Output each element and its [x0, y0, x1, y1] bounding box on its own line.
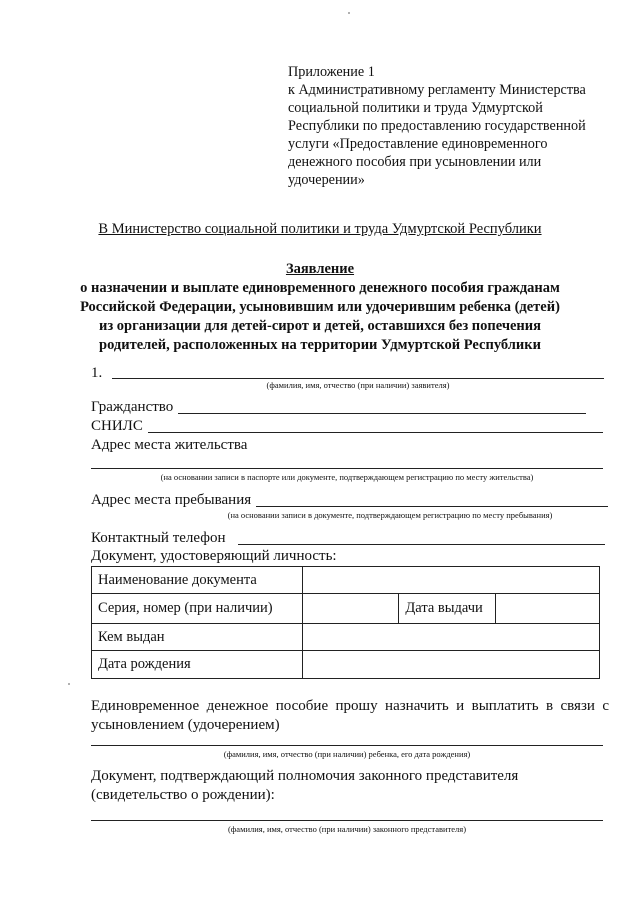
residence-label: Адрес места жительства [91, 437, 248, 453]
annex-line: социальной политики и труда Удмуртской [288, 100, 543, 116]
ministry-addressee [0, 221, 640, 238]
subtitle-line: родителей, расположенных на территории Удмуртской Республики [99, 337, 541, 353]
ministry-text: В Министерство социальной политики и труда Удмуртской Республики [98, 221, 542, 237]
table-row [92, 594, 600, 624]
residence-caption: (на основании записи в паспорте или документе, подтверждающем регистрацию по месту жительства) [160, 472, 534, 482]
series-number-label: Серия, номер (при наличии) [92, 594, 303, 624]
citizenship-field[interactable] [178, 413, 586, 414]
stay-label: Адрес места пребывания [91, 492, 252, 508]
stay-field[interactable] [256, 506, 608, 507]
issue-date-cell[interactable] [496, 594, 600, 624]
document-title [0, 260, 640, 279]
annex-line: услуги «Предоставление единовременного [288, 136, 548, 152]
phone-label: Контактный телефон [91, 530, 226, 546]
child-caption: (фамилия, имя, отчество (при наличии) ребенка, его дата рождения) [223, 749, 471, 759]
subtitle-line: из организации для детей-сирот и детей, оставшихся без попечения [98, 318, 541, 334]
annex-line: к Административному регламенту Министерства [288, 82, 586, 98]
doc-name-cell[interactable] [302, 567, 599, 594]
residence-field[interactable] [91, 468, 603, 469]
child-field[interactable] [91, 745, 603, 746]
title-word: Заявление [285, 261, 355, 277]
annex-line: Республики по предоставлению государственной [288, 118, 586, 134]
representative-text: Документ, подтверждающий полномочия законного представителя (свидетельство о рождении): [91, 768, 519, 803]
annex-line: удочерении» [288, 172, 365, 188]
snils-field[interactable] [148, 432, 603, 433]
annex-line: денежного пособия при усыновлении или [288, 154, 542, 170]
request-text: Единовременное денежное пособие прошу назначить и выплатить в связи с усыновлением (удочерением) [91, 698, 609, 733]
table-row [92, 567, 600, 594]
birth-date-label: Дата рождения [92, 651, 303, 679]
phone-field[interactable] [238, 544, 605, 545]
issued-by-label: Кем выдан [92, 624, 303, 651]
citizenship-label: Гражданство [91, 399, 174, 415]
scan-speck [68, 683, 70, 685]
representative-caption: (фамилия, имя, отчество (при наличии) законного представителя) [227, 824, 467, 834]
annex-header [288, 63, 618, 189]
table-row [92, 624, 600, 651]
issue-date-label: Дата выдачи [399, 594, 496, 624]
table-row [92, 651, 600, 679]
representative-field[interactable] [91, 820, 603, 821]
item-number: 1. [91, 365, 103, 381]
document-subtitle [0, 279, 640, 355]
series-number-cell[interactable] [302, 594, 399, 624]
subtitle-line: Российской Федерации, усыновившим или удочерившим ребенка (детей) [80, 299, 560, 315]
scan-speck [348, 12, 350, 14]
issued-by-cell[interactable] [302, 624, 599, 651]
id-doc-label: Документ, удостоверяющий личность: [91, 548, 337, 564]
applicant-name-field[interactable] [112, 378, 604, 379]
applicant-caption: (фамилия, имя, отчество (при наличии) заявителя) [266, 380, 450, 390]
annex-line: Приложение 1 [288, 64, 375, 80]
doc-name-label: Наименование документа [92, 567, 303, 594]
birth-date-cell[interactable] [302, 651, 599, 679]
snils-label: СНИЛС [91, 418, 143, 434]
stay-caption: (на основании записи в документе, подтверждающем регистрацию по месту пребывания) [227, 510, 553, 520]
id-document-table [91, 566, 600, 679]
subtitle-line: о назначении и выплате единовременного денежного пособия гражданам [80, 280, 560, 296]
